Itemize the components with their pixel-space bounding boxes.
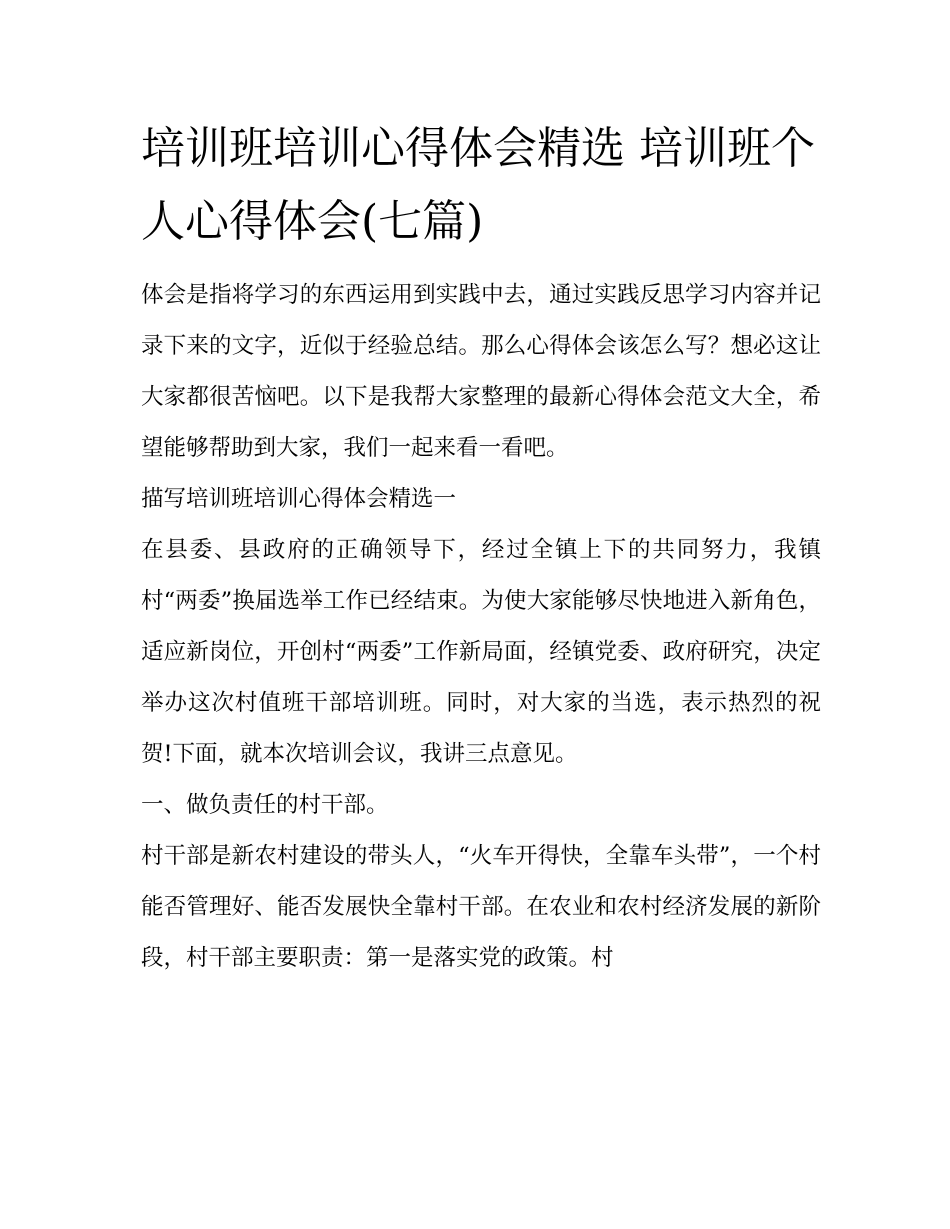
point-heading: 一、做负责任的村干部。: [141, 792, 389, 818]
body-paragraph: 村干部是新农村建设的带头人，“火车开得快，全靠车头带”，一个村能否管理好、能否发展快全靠村干部。在农业和农村经济发展的新阶段，村干部主要职责：第一是落实党的政策。村: [141, 843, 821, 971]
intro-paragraph: 体会是指将学习的东西运用到实践中去，通过实践反思学习内容并记录下来的文字，近似于经验总结。那么心得体会该怎么写？想必这让大家都很苦恼吧。以下是我帮大家整理的最新心得体会范文大全，希望能够帮助到大家，我们一起来看一看吧。: [141, 282, 821, 461]
document-title: 培训班培训心得体会精选 培训班个人心得体会(七篇): [141, 123, 815, 247]
document-page: [141, 112, 821, 984]
body-paragraph: 在县委、县政府的正确领导下，经过全镇上下的共同努力，我镇村“两委”换届选举工作已经结束。为使大家能够尽快地进入新角色，适应新岗位，开创村“两委”工作新局面，经镇党委、政府研究，决定举办这次村值班干部培训班。同时，对大家的当选，表示热烈的祝贺!下面，就本次培训会议，我讲三点意见。: [141, 537, 821, 767]
section-heading: 描写培训班培训心得体会精选一: [141, 486, 457, 512]
